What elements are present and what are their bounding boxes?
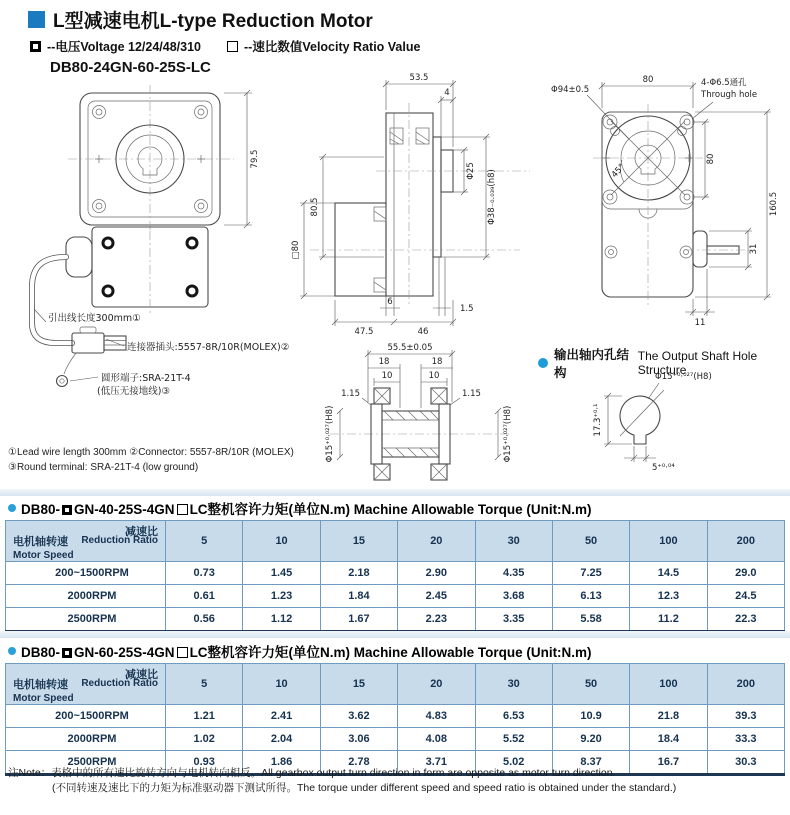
dim-18-right: 18 <box>431 357 443 367</box>
torque-cell: 39.3 <box>707 705 784 728</box>
torque-cell: 0.61 <box>166 585 243 608</box>
dim-80-5: 80.5 <box>310 197 320 217</box>
page-title: L型减速电机L-type Reduction Motor <box>53 11 373 32</box>
ratio-header: 15 <box>320 664 397 705</box>
torque-cell: 1.21 <box>166 705 243 728</box>
dim-output-bore: Φ15⁺⁰·⁰²⁷(H8) <box>655 372 712 382</box>
dim-11: 11 <box>694 318 706 328</box>
ratio-header: 50 <box>552 521 629 562</box>
label-through-hole-cn: 4-Φ6.5通孔 <box>701 78 747 88</box>
torque-cell: 5.02 <box>475 751 552 775</box>
label-connector: 连接器插头:5557-8R/10R(MOLEX)② <box>127 342 290 353</box>
torque-cell: 2.45 <box>398 585 475 608</box>
torque-cell: 6.53 <box>475 705 552 728</box>
ratio-header: 20 <box>398 521 475 562</box>
ratio-header: 30 <box>475 521 552 562</box>
speed-cell: 2000RPM <box>6 728 166 751</box>
torque-cell: 0.93 <box>166 751 243 775</box>
ratio-header: 50 <box>552 664 629 705</box>
torque-cell: 1.45 <box>243 562 320 585</box>
dim-160-5: 160.5 <box>769 191 779 217</box>
torque-cell: 9.20 <box>552 728 629 751</box>
dim-d94: Φ94±0.5 <box>551 85 590 95</box>
torque-cell: 6.13 <box>552 585 629 608</box>
dim-bore-left: Φ15⁺⁰·⁰²⁷(H8) <box>325 405 335 463</box>
dim-10-right: 10 <box>428 371 440 381</box>
ratio-header: 100 <box>630 664 707 705</box>
table-row <box>6 562 785 585</box>
dim-53-5: 53.5 <box>409 73 429 83</box>
torque-cell: 22.3 <box>707 608 784 632</box>
legend-row <box>30 37 420 55</box>
dim-80-right: 80 <box>706 153 716 165</box>
label-terminal-2: (低压无接地线)③ <box>97 386 170 397</box>
torque-cell: 10.9 <box>552 705 629 728</box>
bullet-icon <box>8 504 16 512</box>
torque-cell: 18.4 <box>630 728 707 751</box>
speed-cell: 200~1500RPM <box>6 705 166 728</box>
torque-cell: 21.8 <box>630 705 707 728</box>
page-header <box>28 6 373 33</box>
torque-cell: 14.5 <box>630 562 707 585</box>
torque-cell: 4.83 <box>398 705 475 728</box>
speed-cell: 2500RPM <box>6 608 166 632</box>
table-row <box>6 585 785 608</box>
dim-1-15-right: 1.15 <box>462 389 481 399</box>
dim-d25: Φ25 <box>466 162 476 180</box>
dim-key-5: 5⁺⁰·⁰⁴ <box>652 463 675 473</box>
speed-cell: 2000RPM <box>6 585 166 608</box>
torque-cell: 2.41 <box>243 705 320 728</box>
torque-cell: 0.56 <box>166 608 243 632</box>
section-divider <box>0 631 790 638</box>
torque-cell: 1.12 <box>243 608 320 632</box>
voltage-placeholder-icon <box>62 648 72 658</box>
ratio-header: 30 <box>475 664 552 705</box>
torque-cell: 4.35 <box>475 562 552 585</box>
torque-cell: 1.84 <box>320 585 397 608</box>
dim-bore-right: Φ15⁺⁰·⁰²⁷(H8) <box>503 405 513 463</box>
output-hole-drawing <box>560 362 785 480</box>
torque-cell: 3.68 <box>475 585 552 608</box>
torque-cell: 5.58 <box>552 608 629 632</box>
voltage-placeholder-icon <box>30 41 41 52</box>
shaft-section-drawing <box>318 332 523 484</box>
dim-18-left: 18 <box>378 357 390 367</box>
ratio-header: 20 <box>398 664 475 705</box>
dim-17-3: 17.3⁺⁰·¹ <box>593 403 603 437</box>
table2-title-text: DB80- GN-60-25S-4GN LC整机容许力矩(单位N.m) Machine Allowable Torque (Unit:N.m) <box>21 645 592 660</box>
torque-table-2 <box>5 663 785 776</box>
torque-cell: 3.71 <box>398 751 475 775</box>
footnote-1: ①Lead wire length 300mm ②Connector: 5557-8R/10R (MOLEX) <box>8 447 294 458</box>
table-row <box>6 728 785 751</box>
label-terminal-1: 圆形端子:SRA-21T-4 <box>101 373 191 384</box>
torque-cell: 0.73 <box>166 562 243 585</box>
table-row <box>6 705 785 728</box>
ratio-placeholder-icon <box>177 504 188 515</box>
torque-cell: 3.62 <box>320 705 397 728</box>
dim-4: 4 <box>444 88 450 98</box>
corner-header: 减速比 Reduction Ratio 电机轴转速 Motor Speed <box>6 521 166 562</box>
ratio-header: 200 <box>707 664 784 705</box>
dim-1-15-left: 1.15 <box>341 389 360 399</box>
torque-cell: 3.06 <box>320 728 397 751</box>
ratio-header: 200 <box>707 521 784 562</box>
dim-sq80: □80 <box>291 240 301 260</box>
output-hole-title-en: The Output Shaft Hole Structure <box>637 349 758 377</box>
torque-cell: 24.5 <box>707 585 784 608</box>
label-through-hole-en: Through hole <box>701 90 758 100</box>
torque-cell: 29.0 <box>707 562 784 585</box>
ratio-header: 5 <box>166 521 243 562</box>
torque-cell: 1.02 <box>166 728 243 751</box>
dim-47-5: 47.5 <box>354 327 374 337</box>
dim-79-5: 79.5 <box>250 149 260 169</box>
dim-31: 31 <box>749 243 759 255</box>
output-hole-title-cn: 输出轴内孔结构 <box>554 348 630 380</box>
torque-cell: 1.23 <box>243 585 320 608</box>
ratio-header: 5 <box>166 664 243 705</box>
torque-cell: 1.67 <box>320 608 397 632</box>
side-view-drawing <box>290 70 540 338</box>
torque-cell: 16.7 <box>630 751 707 775</box>
speed-cell: 200~1500RPM <box>6 562 166 585</box>
title-square-icon <box>28 11 45 28</box>
voltage-placeholder-icon <box>62 505 72 515</box>
ratio-header: 10 <box>243 664 320 705</box>
torque-cell: 2.78 <box>320 751 397 775</box>
section-divider <box>0 489 790 496</box>
torque-cell: 12.3 <box>630 585 707 608</box>
torque-cell: 8.37 <box>552 751 629 775</box>
label-lead-wire: 引出线长度300mm① <box>48 313 141 324</box>
footer-note <box>8 766 676 796</box>
ratio-header: 100 <box>630 521 707 562</box>
speed-cell: 2500RPM <box>6 751 166 775</box>
ratio-placeholder-icon <box>227 41 238 52</box>
rear-view-drawing <box>545 68 790 340</box>
corner-header: 减速比 Reduction Ratio 电机轴转速 Motor Speed <box>6 664 166 705</box>
note-line-2: (不同转速及速比下的力矩为标准驱动器下测试所得。The torque under different speed and speed ratio is obtained under the standard.) <box>52 782 677 794</box>
note-line-1: 注Note：表格中的所有速比旋转方向与电机转向相反。All gearbox output turn direction in form are opposite as motor turn direction. <box>8 767 616 779</box>
dim-46: 46 <box>417 327 429 337</box>
table-row <box>6 608 785 632</box>
bullet-icon <box>8 647 16 655</box>
torque-cell: 2.18 <box>320 562 397 585</box>
legend-ratio: --速比数值Velocity Ratio Value <box>244 40 421 54</box>
ratio-placeholder-icon <box>177 647 188 658</box>
dim-10-left: 10 <box>381 371 393 381</box>
legend-voltage: --电压Voltage 12/24/48/310 <box>47 40 202 54</box>
ratio-header: 10 <box>243 521 320 562</box>
dim-45deg: 45° <box>609 162 628 181</box>
section-bullet-icon <box>538 358 548 368</box>
drawing-footnotes <box>8 446 294 475</box>
torque-cell: 2.04 <box>243 728 320 751</box>
dim-d38: Φ38₋₀.₀₃₉(h8) <box>487 169 497 225</box>
footnote-2: ③Round terminal: SRA-21T-4 (low ground) <box>8 461 199 473</box>
model-number: DB80-24GN-60-25S-LC <box>50 59 211 76</box>
torque-cell: 2.23 <box>398 608 475 632</box>
dim-55-5: 55.5±0.05 <box>387 343 433 353</box>
torque-cell: 5.52 <box>475 728 552 751</box>
dim-1-5: 1.5 <box>460 304 474 314</box>
torque-cell: 1.86 <box>243 751 320 775</box>
torque-cell: 30.3 <box>707 751 784 775</box>
table1-title-text: DB80- GN-40-25S-4GN LC整机容许力矩(单位N.m) Machine Allowable Torque (Unit:N.m) <box>21 502 592 517</box>
dim-6: 6 <box>387 297 393 307</box>
torque-cell: 11.2 <box>630 608 707 632</box>
torque-cell: 4.08 <box>398 728 475 751</box>
torque-table-1 <box>5 520 785 633</box>
ratio-header: 15 <box>320 521 397 562</box>
dim-80-top: 80 <box>642 75 654 85</box>
front-view-drawing <box>10 85 300 430</box>
torque-cell: 7.25 <box>552 562 629 585</box>
torque-cell: 33.3 <box>707 728 784 751</box>
table1-title <box>8 498 592 518</box>
table2-title <box>8 641 592 661</box>
torque-cell: 2.90 <box>398 562 475 585</box>
torque-cell: 3.35 <box>475 608 552 632</box>
